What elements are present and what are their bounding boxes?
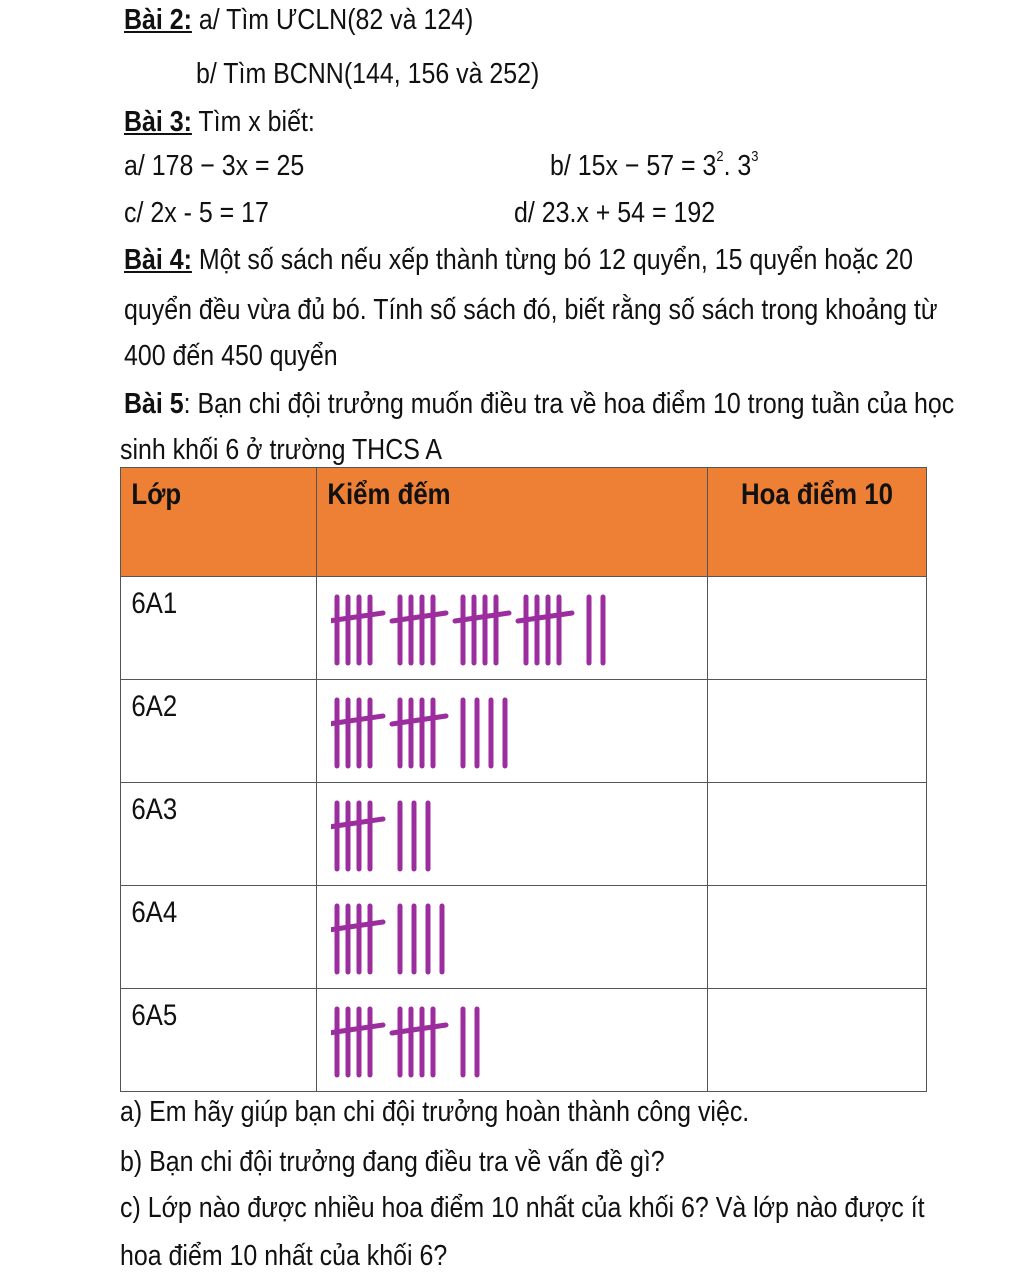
tally-table [120,467,927,1092]
question-b: b) Bạn chi đội trưởng đang điều tra về vấn đề gì? [120,1146,665,1178]
bai5-line1 [124,386,954,422]
bai3-c: c/ 2x - 5 = 17 [124,197,269,229]
flowers-cell[interactable] [708,577,927,680]
bai3-b-exp2: 3 [751,148,759,165]
bai3-a: a/ 178 − 3x = 25 [124,150,305,182]
bai4-label: Bài 4: [124,244,192,276]
table-row [121,680,927,783]
bai5-line2: sinh khối 6 ở trường THCS A [120,434,443,466]
bai3-b-mid: . 3 [723,150,752,182]
class-cell: 6A3 [121,783,317,886]
tally-marks [331,694,701,774]
bai4-text1: Một số sách nếu xếp thành từng bó 12 quyển, 15 quyển hoặc 20 [198,244,914,276]
tally-marks [331,1003,701,1083]
tally-cell [317,577,708,680]
bai3-b-exp1: 2 [716,148,724,165]
flowers-cell[interactable] [708,886,927,989]
bai3-label: Bài 3: [124,106,192,138]
tally-cell [317,783,708,886]
bai2-line-a [124,2,473,38]
bai4-line2: quyển đều vừa đủ bó. Tính số sách đó, biết rằng số sách trong khoảng từ [124,294,938,326]
tally-cell [317,886,708,989]
bai2-a: a/ Tìm ƯCLN(82 và 124) [198,4,474,36]
bai3-intro-line [124,104,315,140]
bai4-line3: 400 đến 450 quyển [124,340,338,372]
flowers-cell[interactable] [708,680,927,783]
tally-cell [317,989,708,1092]
table-row [121,989,927,1092]
flowers-cell[interactable] [708,989,927,1092]
bai5-label: Bài 5 [124,388,184,420]
bai3-intro: Tìm x biết: [198,106,315,138]
flowers-cell[interactable] [708,783,927,886]
table-row [121,886,927,989]
bai4-line1 [124,242,913,278]
header-tally: Kiểm đếm [317,468,708,577]
table-row [121,577,927,680]
class-cell: 6A5 [121,989,317,1092]
class-cell: 6A1 [121,577,317,680]
tally-cell [317,680,708,783]
bai3-b [550,148,758,184]
question-a: a) Em hãy giúp bạn chi đội trưởng hoàn thành công việc. [120,1096,750,1128]
class-cell: 6A2 [121,680,317,783]
tally-marks [331,591,701,671]
tally-marks [331,797,701,877]
bai2-label: Bài 2: [124,4,192,36]
tally-marks [331,900,701,980]
class-cell: 6A4 [121,886,317,989]
bai3-d: d/ 23.x + 54 = 192 [514,197,716,229]
bai2-b: b/ Tìm BCNN(144, 156 và 252) [196,58,540,90]
header-class: Lớp [121,468,317,577]
bai3-b-prefix: b/ 15x − 57 = 3 [550,150,717,182]
table-row [121,783,927,886]
table-header-row [121,468,927,577]
header-flowers: Hoa điểm 10 [708,468,927,577]
question-c-line1: c) Lớp nào được nhiều hoa điểm 10 nhất của khối 6? Và lớp nào được ít [120,1192,925,1224]
bai5-text1: : Bạn chi đội trưởng muốn điều tra về hoa điểm 10 trong tuần của học [183,388,955,420]
question-c-line2: hoa điểm 10 nhất của khối 6? [120,1240,448,1272]
